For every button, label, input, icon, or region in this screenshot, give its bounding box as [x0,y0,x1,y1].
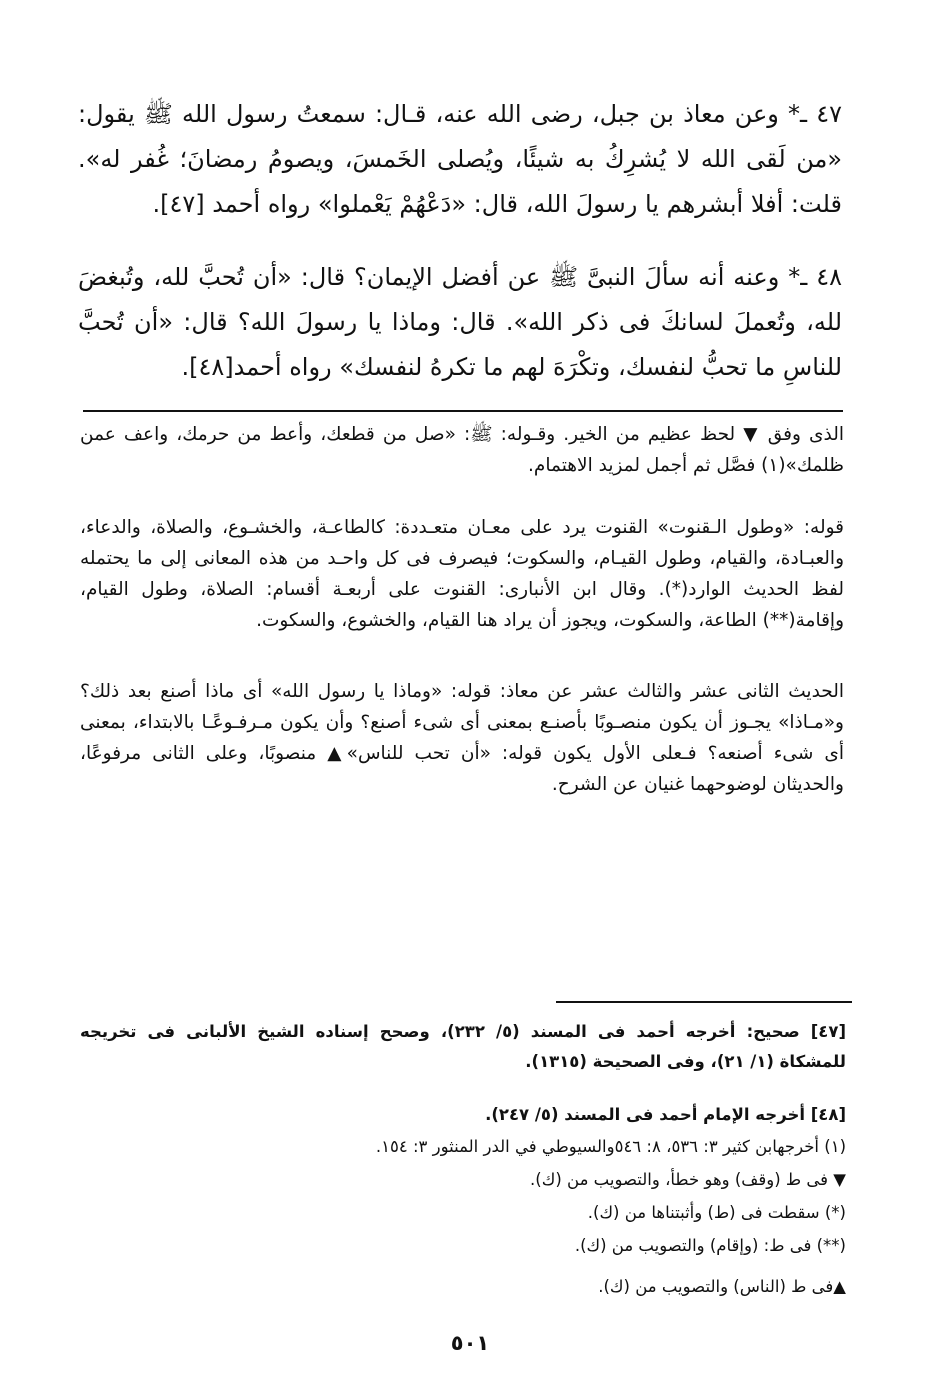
commentary-paragraph-1: الذى وفق ▼ لحظ عظيم من الخير. وقـوله: ﷺ: «صل من قطعك، وأعط من حرمك، واعف عمن ظلمك»(١) فصَّل ثم أجمل لمزيد الاهتمام. [80,424,844,476]
hadith-48-paragraph: ٤٨ ـ* وعنه أنه سألَ النبىَّ ﷺ عن أفضل الإيمان؟ قال: «أن تُحبَّ لله، وتُبغضَ لله، وتُعملَ لسانكَ فى ذكر الله». قال: وماذا يا رسولَ الله؟ قال: «أن تُحبَّ للناسِ ما تحبُّ لنفسك، وتكْرَهَ لهم ما تكرهُ لنفسك» رواه أحمد[٤٨]. [78,263,842,381]
footnote-48: [٤٨] أخرجه الإمام أحمد فى المسند (٥/ ٢٤٧). [485,1105,846,1124]
footnote-47: [٤٧] صحيح: أخرجه أحمد فى المسند (٥/ ٢٣٢)، وصحح إسناده الشيخ الألبانى فى تخريجه للمشكاة (١/ ٢١)، وفى الصحيحة (١٣١٥). [80,1022,846,1071]
hadith-47-paragraph: ٤٧ ـ* وعن معاذ بن جبل، رضى الله عنه، قـال: سمعتُ رسول الله ﷺ يقول: «من لَقى الله لا يُشرِكُ به شيئًا، ويُصلى الخَمسَ، ويصومُ رمضانَ؛ غُفر له». قلت: أفلا أبشرهم يا رسولَ الله، قال: «دَعْهُمْ يَعْملوا» رواه أحمد [٤٧]. [78,100,842,218]
footnote-double-star: (**) فى ط: (وإقام) والتصويب من (ك). [574,1236,846,1255]
commentary-paragraph-3: الحديث الثانى عشر والثالث عشر عن معاذ: قوله: «وماذا يا رسول الله» أى ماذا أصنع بعد ذلك؟ و«مـاذا» يجـوز أن يكون منصـوبًا بأصنـع بمعنى أى شىء أصنع؟ وأن يكون مـرفـوعًـا بالابتداء، بمعنى أى شىء أصنعه؟ فـعلى الأول يكون قوله: «أن تحب للناس»▲ منصوبًا، وعلى الثانى مرفوعًا، والحديثان لوضوحهما غنيان عن الشرح. [80,681,844,795]
footnote-up-triangle: ▲فى ط (الناس) والتصويب من (ك). [598,1277,846,1296]
footnote-star: (*) سقطت فى (ط) وأثبتناها من (ك). [587,1203,846,1222]
main-text-divider [83,410,843,412]
footnotes-divider [556,1001,852,1003]
page-number: ٥٠١ [450,1331,490,1355]
commentary-paragraph-2: قوله: «وطول الـقنوت» القنوت يرد على معـان متعـددة: كالطاعـة، والخشـوع، والصلاة، والدعاء، والعبـادة، والقيام، وطول القيـام، والسكوت؛ فيصرف فى كل واحـد من هذه المعانى إلى ما يحتمله لفظ الحديث الوارد(*). وقال ابن الأنبارى: القنوت على أربعـة أقسام: الصلاة، وطول القيام، وإقامة(**) الطاعة، والسكوت، ويجوز أن يراد هنا القيام، والخشوع، والسكوت. [80,517,844,631]
footnote-1: (١) أخرجهابن كثير ٣: ٥٣٦، ٨: ٥٤٦والسيوطي في الدر المنثور ٣: ١٥٤. [375,1137,846,1156]
footnote-triangle: ▼ فى ط (وقف) وهو خطأ، والتصويب من (ك). [530,1170,846,1189]
